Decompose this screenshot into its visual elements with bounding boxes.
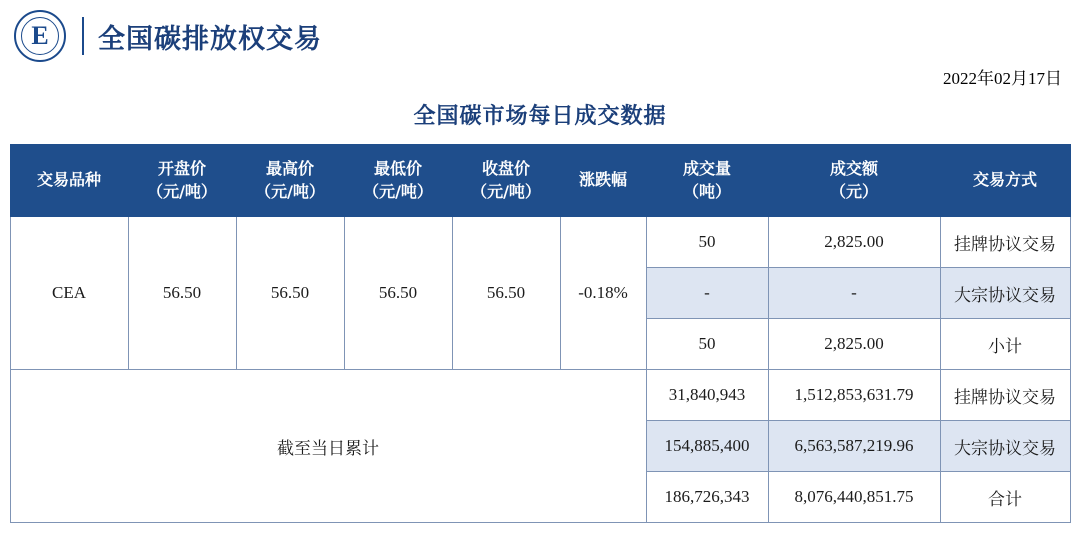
table-row	[10, 217, 1070, 268]
emblem-letter: E	[31, 21, 49, 50]
cell-low: 56.50	[344, 217, 452, 370]
cell-mode: 大宗协议交易	[940, 268, 1070, 319]
cell-turnover: 1,512,853,631.79	[768, 370, 940, 421]
cell-volume: 50	[646, 217, 768, 268]
cell-turnover: -	[768, 268, 940, 319]
cell-volume: 154,885,400	[646, 421, 768, 472]
cell-turnover: 6,563,587,219.96	[768, 421, 940, 472]
table-row	[10, 370, 1070, 421]
cell-turnover: 2,825.00	[768, 319, 940, 370]
cell-mode: 小计	[940, 319, 1070, 370]
brand-divider	[82, 17, 84, 55]
col-product: 交易品种	[10, 145, 128, 217]
col-low: 最低价 （元/吨）	[344, 145, 452, 217]
col-turnover: 成交额 （元）	[768, 145, 940, 217]
cell-mode: 挂牌协议交易	[940, 370, 1070, 421]
site-header	[0, 0, 1080, 62]
cell-volume: -	[646, 268, 768, 319]
cell-turnover: 8,076,440,851.75	[768, 472, 940, 523]
cell-mode: 大宗协议交易	[940, 421, 1070, 472]
col-mode: 交易方式	[940, 145, 1070, 217]
cell-turnover: 2,825.00	[768, 217, 940, 268]
page-title: 全国碳市场每日成交数据	[413, 104, 667, 129]
cell-volume: 50	[646, 319, 768, 370]
col-high: 最高价 （元/吨）	[236, 145, 344, 217]
col-close: 收盘价 （元/吨）	[452, 145, 560, 217]
cell-open: 56.50	[128, 217, 236, 370]
report-date: 2022年02月17日	[943, 69, 1062, 88]
cell-change: -0.18%	[560, 217, 646, 370]
cell-volume: 31,840,943	[646, 370, 768, 421]
cell-close: 56.50	[452, 217, 560, 370]
table-header-row	[10, 145, 1070, 217]
cell-mode: 挂牌协议交易	[940, 217, 1070, 268]
cell-cumulative-label: 截至当日累计	[10, 370, 646, 523]
col-open: 开盘价 （元/吨）	[128, 145, 236, 217]
cell-volume: 186,726,343	[646, 472, 768, 523]
cell-product: CEA	[10, 217, 128, 370]
daily-trading-table	[10, 144, 1071, 523]
cell-high: 56.50	[236, 217, 344, 370]
col-change: 涨跌幅	[560, 145, 646, 217]
emblem-icon	[14, 10, 66, 62]
brand-title: 全国碳排放权交易	[98, 23, 322, 55]
col-volume: 成交量 （吨）	[646, 145, 768, 217]
cell-mode: 合计	[940, 472, 1070, 523]
